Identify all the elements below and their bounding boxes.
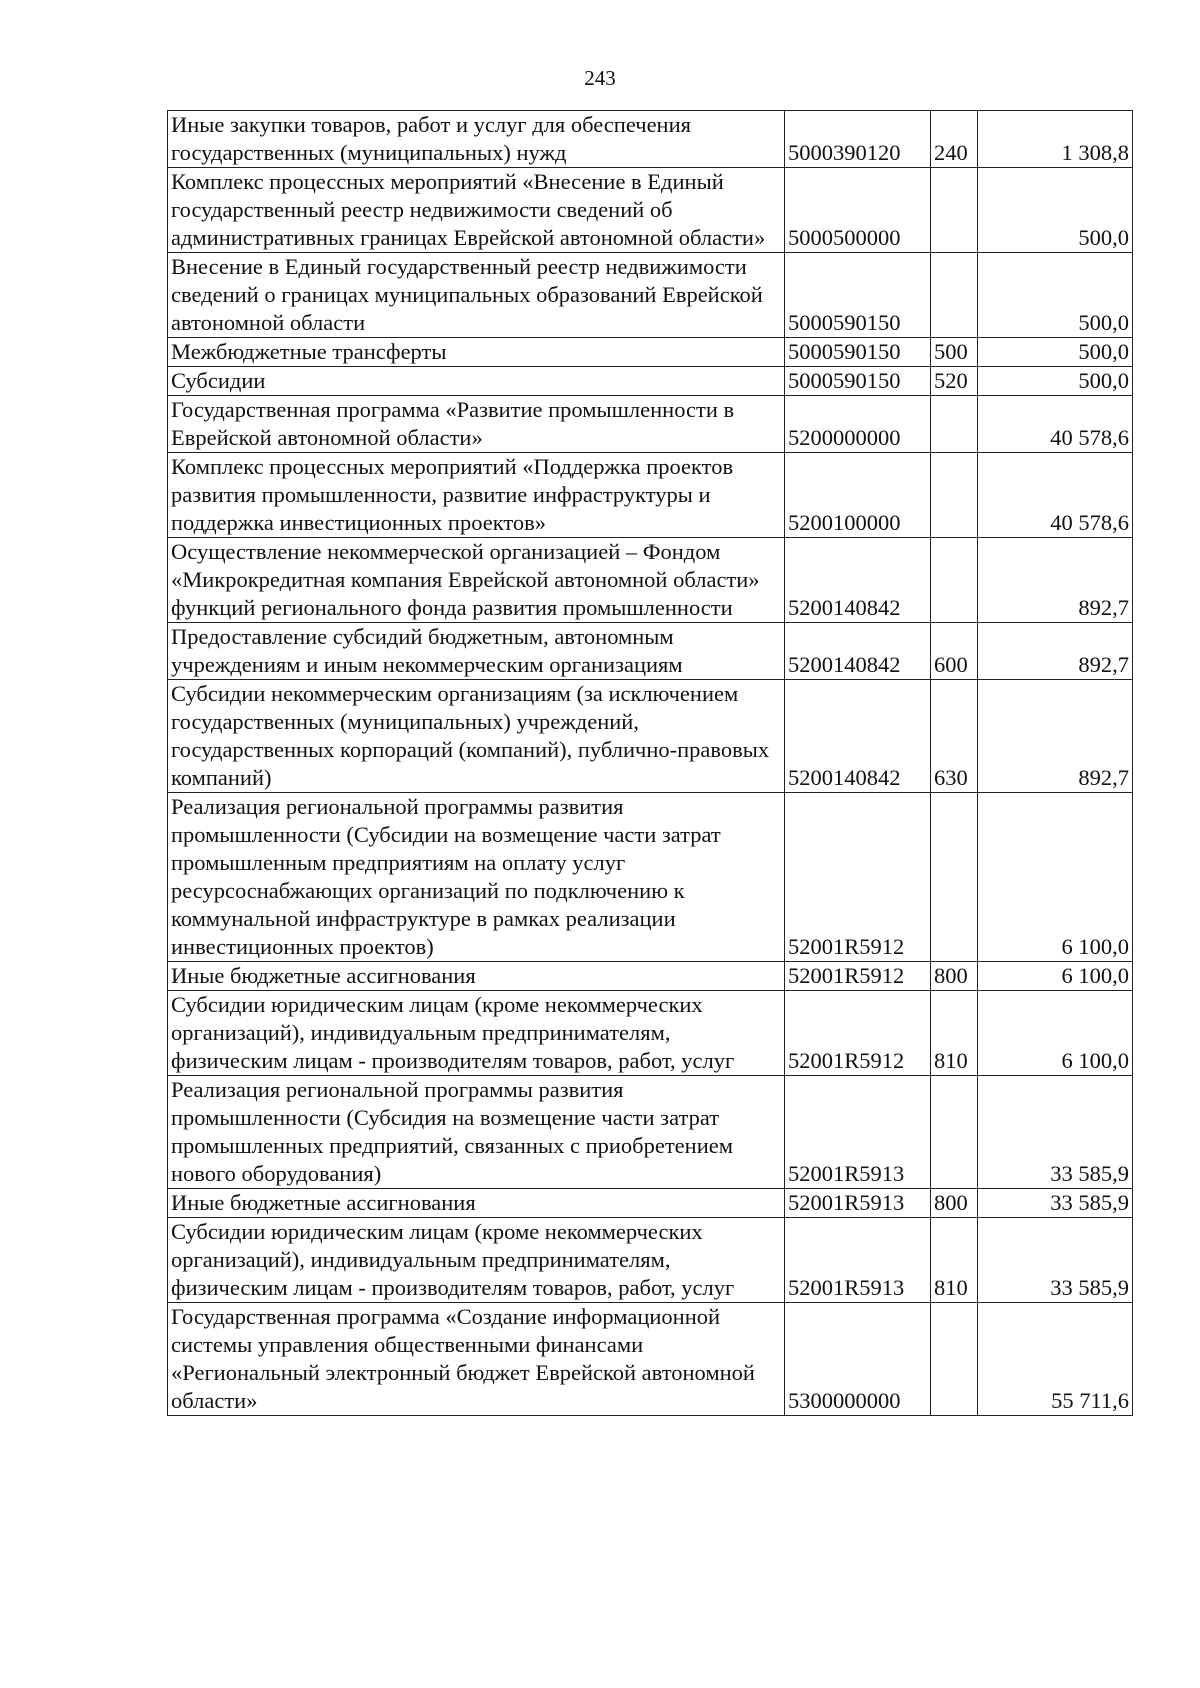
row-code-cell: 52001R5912 [785,962,931,991]
row-type-cell: 810 [931,991,978,1076]
row-amount-cell: 1 308,8 [978,111,1133,168]
page-number: 243 [584,66,616,90]
row-type-cell [931,253,978,338]
row-amount-cell: 892,7 [978,538,1133,623]
row-code-cell: 5000590150 [785,338,931,367]
row-code-cell: 5000590150 [785,253,931,338]
row-amount-cell: 33 585,9 [978,1189,1133,1218]
budget-table [167,110,1133,1416]
row-amount-cell: 500,0 [978,168,1133,253]
table-row [168,367,1133,396]
row-code-cell: 5300000000 [785,1303,931,1416]
row-amount-cell: 500,0 [978,367,1133,396]
row-amount-cell: 33 585,9 [978,1218,1133,1303]
table-row [168,1189,1133,1218]
row-amount-cell: 892,7 [978,623,1133,680]
row-name-cell: Предоставление субсидий бюджетным, автономным учреждениям и иным некоммерческим организациям [168,623,785,680]
table-row [168,623,1133,680]
row-name-cell: Субсидии юридическим лицам (кроме некоммерческих организаций), индивидуальным предпринимателям, физическим лицам - производителям товаров, работ, услуг [168,991,785,1076]
row-amount-cell: 892,7 [978,680,1133,793]
row-name-cell: Реализация региональной программы развития промышленности (Субсидии на возмещение части затрат промышленным предприятиям на оплату услуг ресурсоснабжающих организаций по подключению к коммунальной инфраструктуре в рамках реализации инвестиционных проектов) [168,793,785,962]
table-row [168,396,1133,453]
row-type-cell [931,453,978,538]
row-name-cell: Государственная программа «Развитие промышленности в Еврейской автономной области» [168,396,785,453]
row-amount-cell: 55 711,6 [978,1303,1133,1416]
row-name-cell: Межбюджетные трансферты [168,338,785,367]
table-row [168,1303,1133,1416]
table-row [168,338,1133,367]
row-code-cell: 52001R5913 [785,1189,931,1218]
row-type-cell: 520 [931,367,978,396]
table-row [168,991,1133,1076]
row-amount-cell: 40 578,6 [978,396,1133,453]
row-code-cell: 5200140842 [785,538,931,623]
row-code-cell: 5000390120 [785,111,931,168]
table-row [168,962,1133,991]
row-code-cell: 5200140842 [785,623,931,680]
row-code-cell: 5200000000 [785,396,931,453]
row-name-cell: Субсидии некоммерческим организациям (за исключением государственных (муниципальных) учреждений, государственных корпораций (компаний), публично-правовых компаний) [168,680,785,793]
row-name-cell: Осуществление некоммерческой организацией – Фондом «Микрокредитная компания Еврейской автономной области» функций регионального фонда развития промышленности [168,538,785,623]
table-row [168,538,1133,623]
row-type-cell: 630 [931,680,978,793]
row-name-cell: Комплекс процессных мероприятий «Поддержка проектов развития промышленности, развитие инфраструктуры и поддержка инвестиционных проектов» [168,453,785,538]
row-name-cell: Субсидии [168,367,785,396]
row-name-cell: Иные бюджетные ассигнования [168,962,785,991]
row-type-cell [931,793,978,962]
row-type-cell: 800 [931,962,978,991]
row-name-cell: Реализация региональной программы развития промышленности (Субсидия на возмещение части затрат промышленных предприятий, связанных с приобретением нового оборудования) [168,1076,785,1189]
row-type-cell [931,1303,978,1416]
row-code-cell: 5000500000 [785,168,931,253]
row-name-cell: Государственная программа «Создание информационной системы управления общественными финансами «Региональный электронный бюджет Еврейской автономной области» [168,1303,785,1416]
row-type-cell [931,396,978,453]
table-row [168,680,1133,793]
row-amount-cell: 500,0 [978,338,1133,367]
table-row [168,453,1133,538]
row-code-cell: 52001R5912 [785,793,931,962]
row-type-cell: 240 [931,111,978,168]
row-type-cell [931,1076,978,1189]
row-amount-cell: 6 100,0 [978,962,1133,991]
row-type-cell: 800 [931,1189,978,1218]
row-type-cell: 600 [931,623,978,680]
row-amount-cell: 33 585,9 [978,1076,1133,1189]
row-amount-cell: 6 100,0 [978,991,1133,1076]
row-amount-cell: 6 100,0 [978,793,1133,962]
table-row [168,1076,1133,1189]
table-row [168,111,1133,168]
row-code-cell: 5000590150 [785,367,931,396]
table-row [168,253,1133,338]
row-name-cell: Иные бюджетные ассигнования [168,1189,785,1218]
row-name-cell: Внесение в Единый государственный реестр недвижимости сведений о границах муниципальных образований Еврейской автономной области [168,253,785,338]
row-name-cell: Комплекс процессных мероприятий «Внесение в Единый государственный реестр недвижимости сведений об административных границах Еврейской автономной области» [168,168,785,253]
row-code-cell: 52001R5913 [785,1076,931,1189]
table-row [168,793,1133,962]
row-code-cell: 52001R5913 [785,1218,931,1303]
row-type-cell [931,538,978,623]
row-name-cell: Субсидии юридическим лицам (кроме некоммерческих организаций), индивидуальным предпринимателям, физическим лицам - производителям товаров, работ, услуг [168,1218,785,1303]
table-row [168,168,1133,253]
row-amount-cell: 500,0 [978,253,1133,338]
row-code-cell: 5200100000 [785,453,931,538]
table-row [168,1218,1133,1303]
row-amount-cell: 40 578,6 [978,453,1133,538]
row-code-cell: 5200140842 [785,680,931,793]
row-type-cell [931,168,978,253]
row-code-cell: 52001R5912 [785,991,931,1076]
row-name-cell: Иные закупки товаров, работ и услуг для обеспечения государственных (муниципальных) нужд [168,111,785,168]
row-type-cell: 500 [931,338,978,367]
row-type-cell: 810 [931,1218,978,1303]
